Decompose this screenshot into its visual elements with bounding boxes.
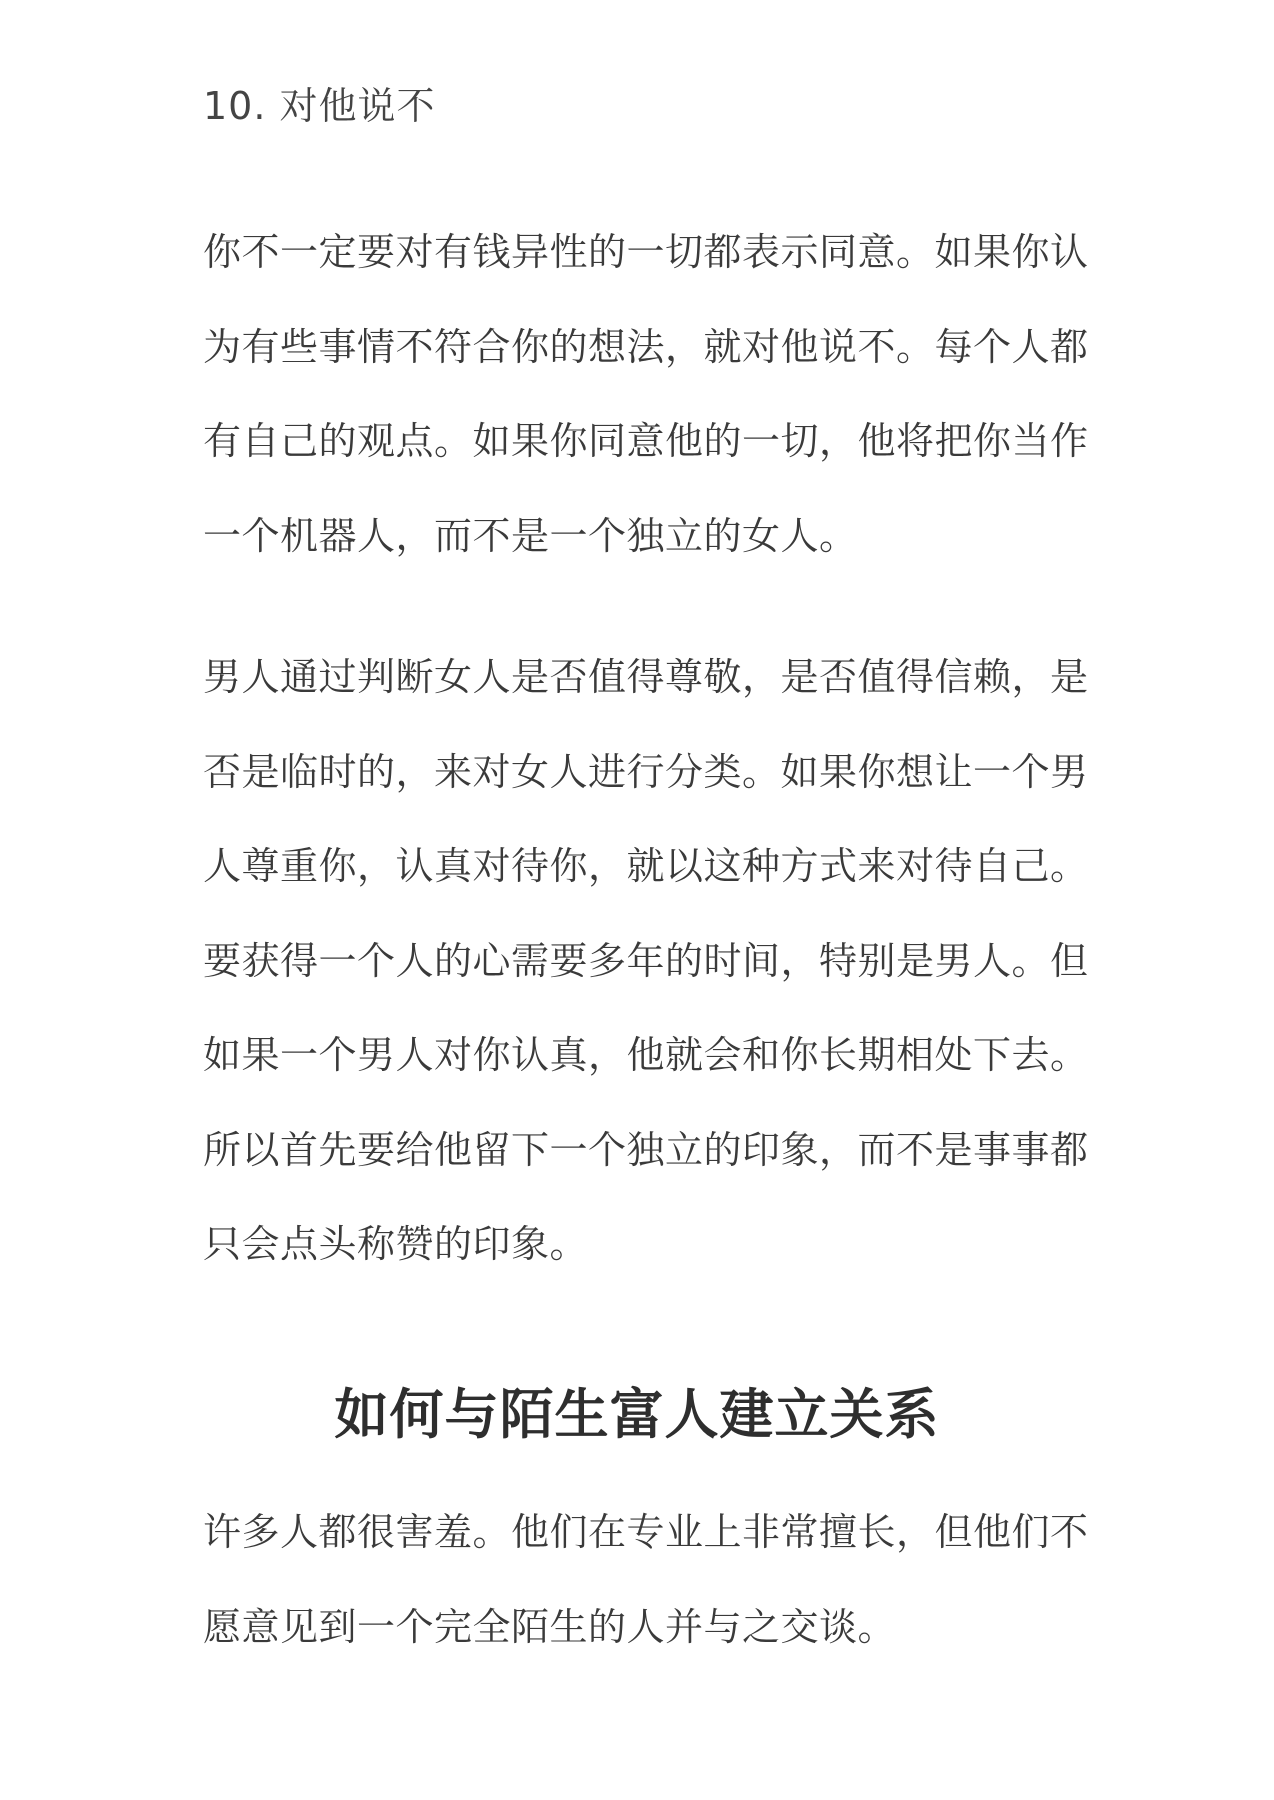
section-title: 10. 对他说不 [203,84,436,128]
paragraph-shy: 许多人都很害羞。他们在专业上非常擅长，但他们不愿意见到一个完全陌生的人并与之交谈。 [203,1510,1089,1649]
section-heading: 如何与陌生富人建立关系 [334,1383,940,1446]
paragraph-say-no: 你不一定要对有钱异性的一切都表示同意。如果你认为有些事情不符合你的想法，就对他说不。每个人都有自己的观点。如果你同意他的一切，他将把你当作一个机器人，而不是一个独立的女人。 [203,230,1089,558]
paragraph-respect: 男人通过判断女人是否值得尊敬，是否值得信赖，是否是临时的，来对女人进行分类。如果你想让一个男人尊重你，认真对待你，就以这种方式来对待自己。要获得一个人的心需要多年的时间，特别是男人。但如果一个男人对你认真，他就会和你长期相处下去。所以首先要给他留下一个独立的印象，而不是事事都只会点头称赞的印象。 [203,655,1089,1266]
